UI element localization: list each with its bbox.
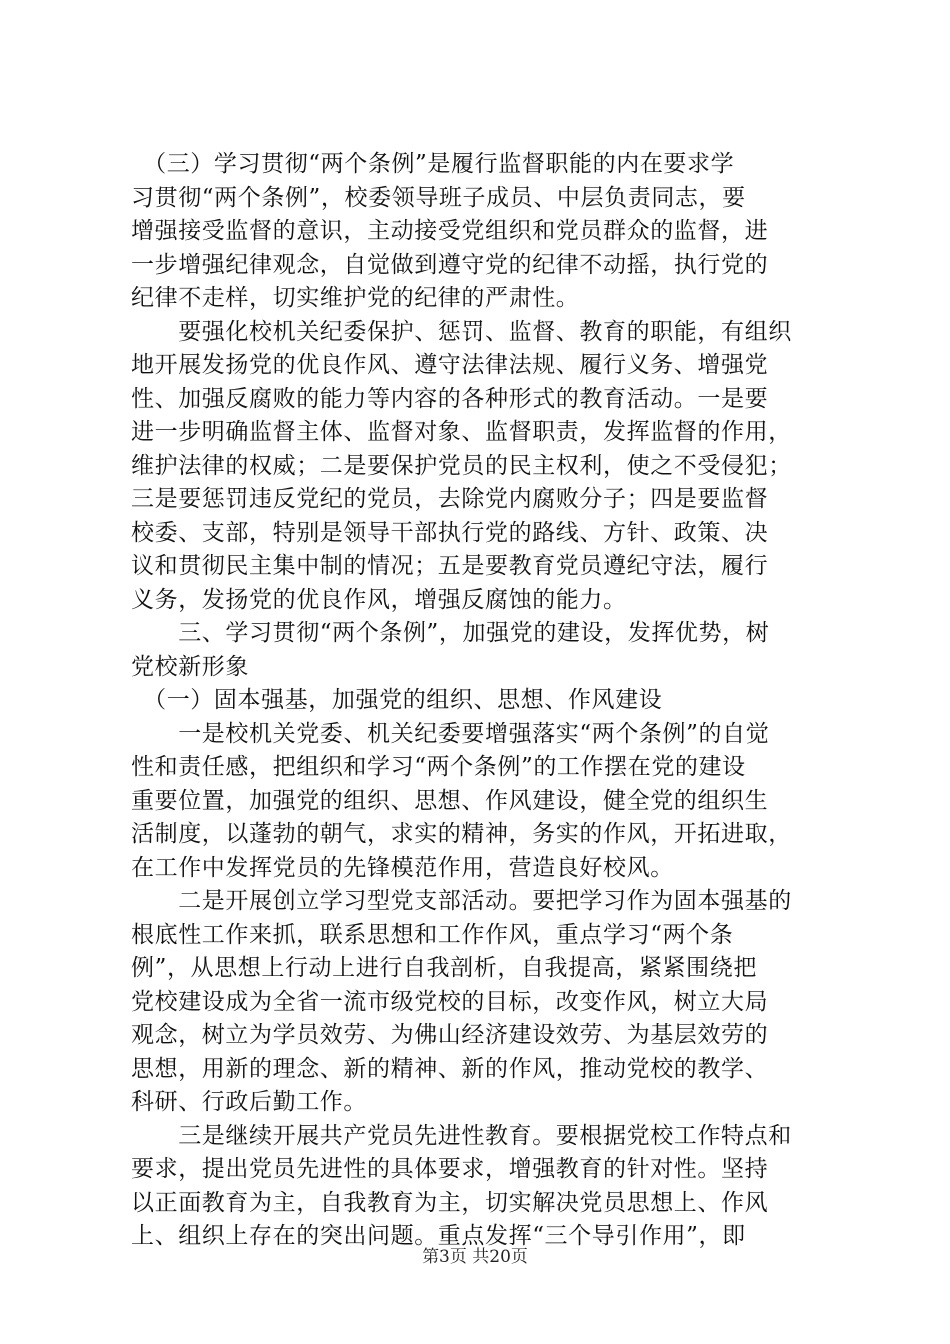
text-line: 维护法律的权威；二是要保护党员的民主权利，使之不受侵犯； [131, 452, 792, 479]
text-line: 性和责任感，把组织和学习“两个条例”的工作摆在党的建设 [131, 754, 746, 780]
text-line: 议和贯彻民主集中制的情况；五是要教育党员遵纪守法，履行 [131, 553, 769, 579]
text-line: 二是开展创立学习型党支部活动。要把学习作为固本强基的 [131, 888, 792, 914]
text-line: 党校新形象 [131, 653, 249, 680]
text-line: 一步增强纪律观念，自觉做到遵守党的纪律不动摇，执行党的 [131, 251, 769, 278]
text-line: 一是校机关党委、机关纪委要增强落实“两个条例”的自觉 [131, 720, 770, 747]
text-line: 科研、行政后勤工作。 [131, 1089, 367, 1115]
text-line: 习贯彻“两个条例”，校委领导班子成员、中层负责同志，要 [131, 184, 746, 211]
text-line: 根底性工作来抓，联系思想和工作作风，重点学习“两个条 [131, 921, 734, 948]
text-line: 校委、支部，特别是领导干部执行党的路线、方针、政策、决 [131, 519, 769, 546]
text-line: 思想，用新的理念、新的精神、新的作风，推动党校的教学、 [131, 1055, 769, 1082]
text-line: 三是要惩罚违反党纪的党员，去除党内腐败分子；四是要监督 [131, 486, 769, 512]
text-line: 要强化校机关纪委保护、惩罚、监督、教育的职能，有组织 [131, 318, 792, 345]
document-body [131, 148, 831, 1254]
text-line: （一）固本强基，加强党的组织、思想、作风建设 [131, 687, 663, 713]
text-line: 要求，提出党员先进性的具体要求，增强教育的针对性。坚持 [131, 1156, 769, 1182]
text-line: 上、组织上存在的突出问题。重点发挥“三个导引作用”，即 [131, 1223, 746, 1249]
text-line: 活制度，以蓬勃的朝气，求实的精神，务实的作风，开拓进取， [131, 821, 792, 847]
text-line: 三、学习贯彻“两个条例”，加强党的建设，发挥优势，树 [131, 620, 770, 646]
text-line: 重要位置，加强党的组织、思想、作风建设，健全党的组织生 [131, 787, 769, 814]
text-line: 例”，从思想上行动上进行自我剖析，自我提高，紧紧围绕把 [131, 955, 757, 981]
text-line: 增强接受监督的意识，主动接受党组织和党员群众的监督，进 [131, 218, 769, 244]
text-line: 以正面教育为主，自我教育为主，切实解决党员思想上、作风 [131, 1189, 769, 1216]
text-line: 三是继续开展共产党员先进性教育。要根据党校工作特点和 [131, 1122, 792, 1149]
text-line: 义务，发扬党的优良作风，增强反腐蚀的能力。 [131, 586, 627, 613]
text-line: 在工作中发挥党员的先锋模范作用，营造良好校风。 [131, 854, 674, 881]
text-line: 党校建设成为全省一流市级党校的目标，改变作风，树立大局 [131, 988, 769, 1015]
text-line: 地开展发扬党的优良作风、遵守法律法规、履行义务、增强党 [131, 352, 769, 378]
text-line: （三）学习贯彻“两个条例”是履行监督职能的内在要求学 [131, 151, 735, 177]
text-line: 性、加强反腐败的能力等内容的各种形式的教育活动。一是要 [131, 385, 769, 412]
text-line: 纪律不走样，切实维护党的纪律的严肃性。 [131, 285, 580, 311]
page-footer: 第3页 共20页 [422, 1247, 528, 1267]
text-line: 观念，树立为学员效劳、为佛山经济建设效劳、为基层效劳的 [131, 1022, 769, 1048]
text-line: 进一步明确监督主体、监督对象、监督职责，发挥监督的作用， [131, 419, 792, 445]
